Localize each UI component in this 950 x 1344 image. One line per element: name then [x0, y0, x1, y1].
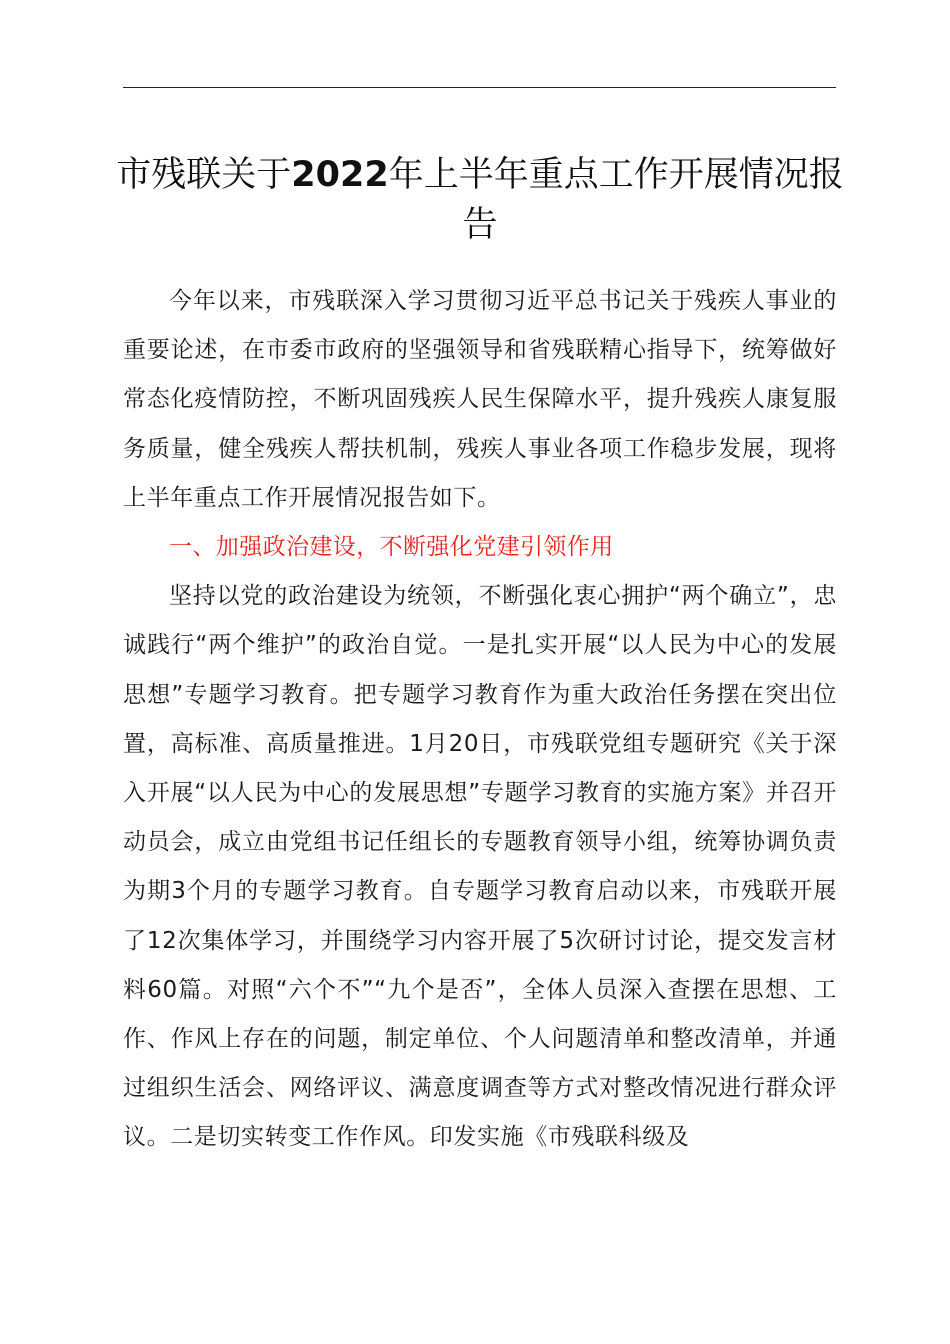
document-body	[123, 277, 837, 1163]
document-title	[100, 150, 860, 250]
title-year: 2022	[291, 155, 389, 195]
title-suffix: 年上半年重点工作开展情况报告	[388, 155, 844, 245]
title-prefix: 市残联关于	[116, 155, 292, 195]
section-paragraph: 坚持以党的政治建设为统领，不断强化衷心拥护“两个确立”，忠诚践行“两个维护”的政治自觉。一是扎实开展“以人民为中心的发展思想”专题学习教育。把专题学习教育作为重大政治任务摆在突出位置，高标准、高质量推进。1月20日，市残联党组专题研究《关于深入开展“以人民为中心的发展思想”专题学习教育的实施方案》并召开动员会，成立由党组书记任组长的专题教育领导小组，统筹协调负责为期3个月的专题学习教育。自专题学习教育启动以来，市残联开展了12次集体学习，并围绕学习内容开展了5次研讨讨论，提交发言材料60篇。对照“六个不”“九个是否”，全体人员深入查摆在思想、工作、作风上存在的问题，制定单位、个人问题清单和整改清单，并通过组织生活会、网络评议、满意度调查等方式对整改情况进行群众评议。二是切实转变工作作风。印发实施《市残联科级及	[123, 583, 837, 1151]
section-heading: 一、加强政治建设，不断强化党建引领作用	[169, 534, 614, 561]
intro-paragraph: 今年以来，市残联深入学习贯彻习近平总书记关于残疾人事业的重要论述，在市委市政府的坚强领导和省残联精心指导下，统筹做好常态化疫情防控，不断巩固残疾人民生保障水平，提升残疾人康复服务质量，健全残疾人帮扶机制，残疾人事业各项工作稳步发展，现将上半年重点工作开展情况报告如下。	[123, 288, 837, 511]
header-rule	[123, 87, 836, 88]
